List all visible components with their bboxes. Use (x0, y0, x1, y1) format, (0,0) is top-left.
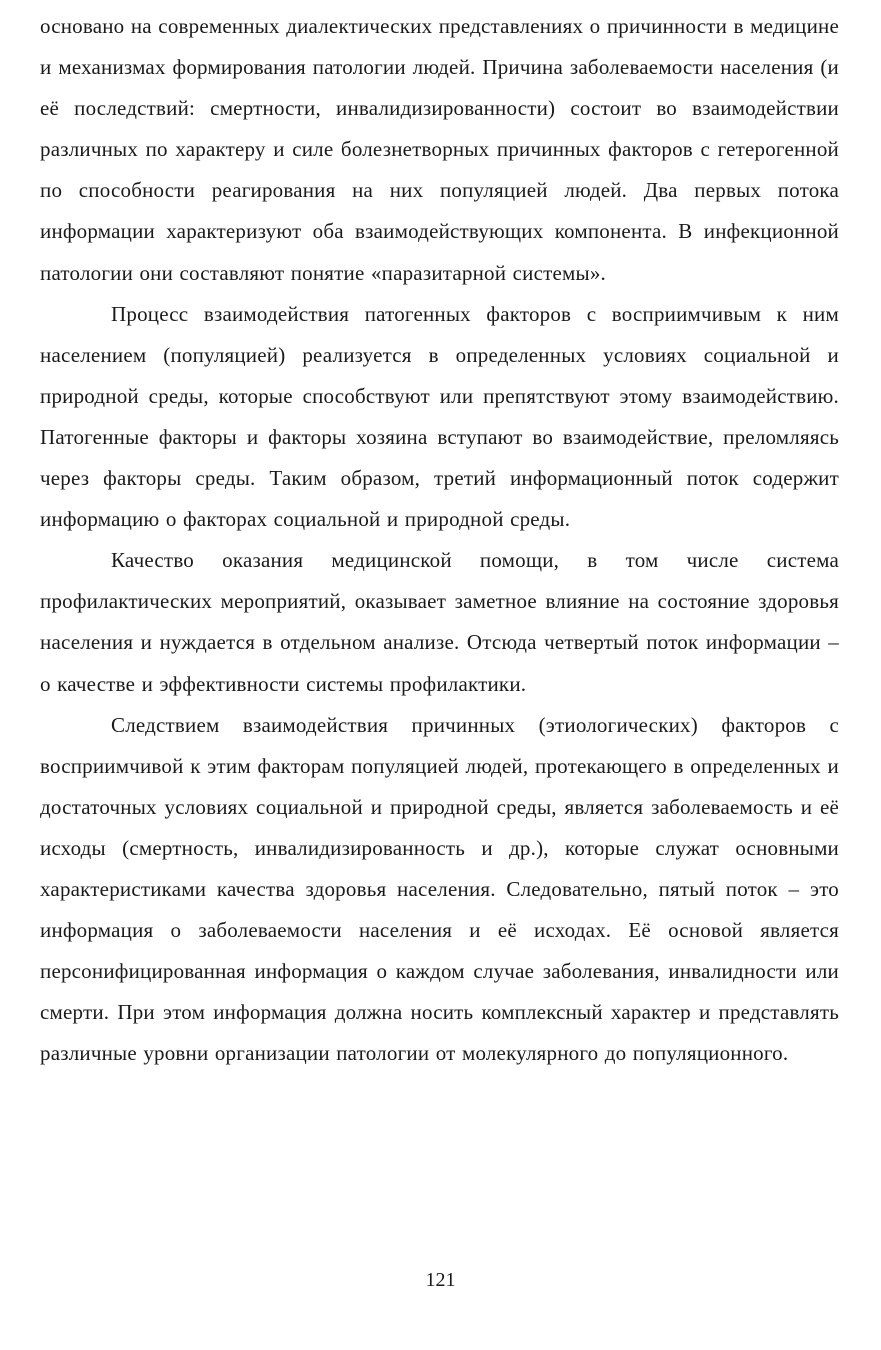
paragraph-morbidity-outcomes: Следствием взаимодействия причинных (этиологических) факторов с восприимчивой к этим факторам популяцией людей, протекающего в определенных и достаточных условиях социальной и природной среды, является заболеваемость и её исходы (смертность, инвалидизированность и др.), которые служат основными характеристиками качества здоровья населения. Следовательно, пятый поток – это информация о заболеваемости населения и её исходах. Её основой является персонифицированная информация о каждом случае заболевания, инвалидности или смерти. При этом информация должна носить комплексный характер и представлять различные уровни организации патологии от молекулярного до популяционного. (40, 712, 839, 1066)
document-body (40, 6, 839, 1074)
paragraph-continuation: основано на современных диалектических представлениях о причинности в медицине и механизмах формирования патологии людей. Причина заболеваемости населения (и её последствий: смертности, инвалидизированности) состоит во взаимодействии различных по характеру и силе болезнетворных причинных факторов с гетерогенной по способности реагирования на них популяцией людей. Два первых потока информации характеризуют оба взаимодействующих компонента. В инфекционной патологии они составляют понятие «паразитарной системы». (40, 14, 839, 285)
page-number: 121 (425, 1269, 456, 1291)
paragraph-medical-care-quality: Качество оказания медицинской помощи, в том числе система профилактических мероприятий, оказывает заметное влияние на состояние здоровья населения и нуждается в отдельном анализе. Отсюда четвертый поток информации – о качестве и эффективности системы профилактики. (40, 548, 839, 696)
paragraph-interaction-conditions: Процесс взаимодействия патогенных факторов с восприимчивым к ним населением (популяцией) реализуется в определенных условиях социальной и природной среды, которые способствуют или препятствуют этому взаимодействию. Патогенные факторы и факторы хозяина вступают во взаимодействие, преломляясь через факторы среды. Таким образом, третий информационный поток содержит информацию о факторах социальной и природной среды. (40, 301, 839, 532)
